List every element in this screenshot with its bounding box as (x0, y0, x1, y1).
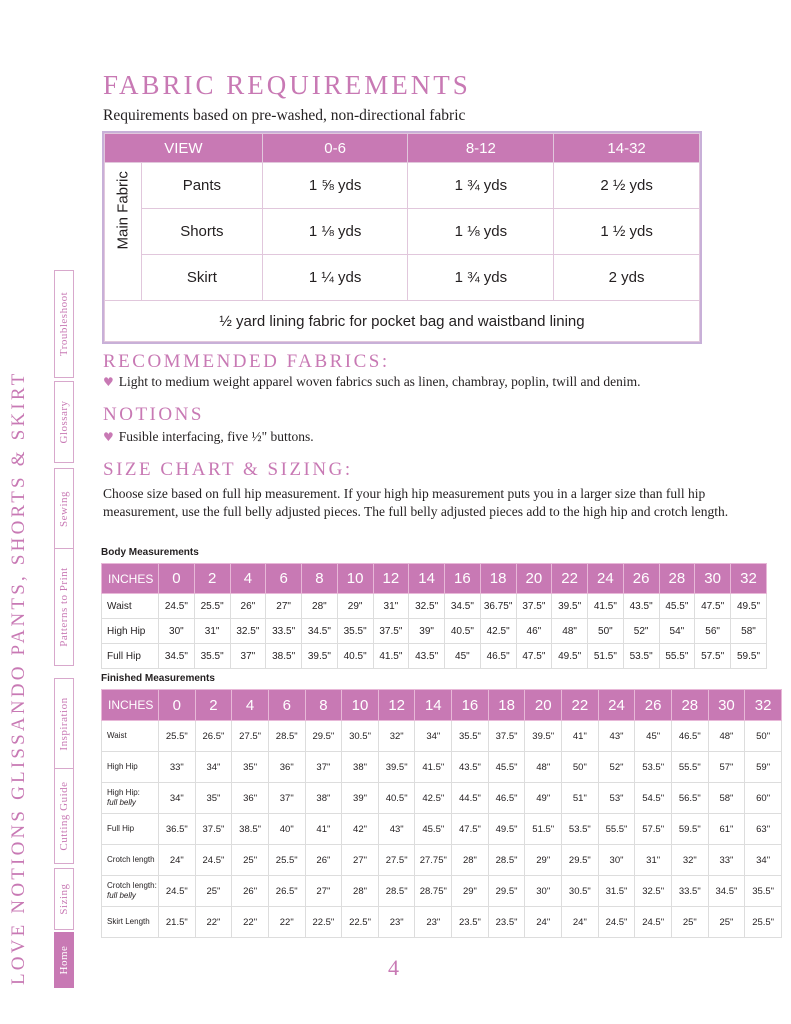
measurement-cell: 34.5" (159, 644, 195, 669)
size-header: 4 (230, 564, 266, 594)
sidebar-tab-label: Home (58, 945, 70, 975)
fabric-requirements-subtitle: Requirements based on pre-washed, non-directional fabric (103, 107, 466, 124)
measurement-cell: 41" (562, 721, 599, 752)
measurement-cell: 34" (159, 783, 196, 814)
row-label: High Hip (102, 619, 159, 644)
measurement-cell: 35.5" (452, 721, 489, 752)
measurement-cell: 38.5" (232, 814, 269, 845)
measurement-cell: 45.5" (488, 752, 525, 783)
measurement-cell: 33" (708, 845, 745, 876)
table-row (102, 845, 782, 876)
measurement-cell: 35.5" (337, 619, 373, 644)
measurement-cell: 24.5" (635, 907, 672, 938)
measurement-cell: 49.5" (552, 644, 588, 669)
sidebar-tab[interactable] (54, 270, 74, 378)
sidebar-tab-label: Sewing (58, 491, 70, 527)
measurement-cell: 37" (305, 752, 342, 783)
measurement-cell: 26.5" (195, 721, 232, 752)
measurement-cell: 40.5" (445, 619, 481, 644)
measurement-cell: 32.5" (230, 619, 266, 644)
measurement-cell: 28.75" (415, 876, 452, 907)
measurement-cell: 30" (159, 619, 195, 644)
table-row (102, 644, 767, 669)
yardage-cell: 1 ¼ yds (262, 255, 408, 301)
measurement-cell: 35" (195, 783, 232, 814)
measurement-cell: 51.5" (525, 814, 562, 845)
measurement-cell: 55.5" (671, 752, 708, 783)
measurement-cell: 49" (525, 783, 562, 814)
view-name: Shorts (142, 209, 263, 255)
measurement-cell: 58" (708, 783, 745, 814)
measurement-cell: 25" (708, 907, 745, 938)
size-header: 20 (516, 564, 552, 594)
measurement-cell: 34.5" (445, 594, 481, 619)
header-size-range: 14-32 (554, 134, 700, 163)
sidebar-tab[interactable] (54, 381, 74, 463)
size-header: 16 (445, 564, 481, 594)
measurement-cell: 59.5" (731, 644, 767, 669)
measurement-cell: 48" (552, 619, 588, 644)
measurement-cell: 45.5" (415, 814, 452, 845)
measurement-cell: 51.5" (588, 644, 624, 669)
measurement-cell: 63" (745, 814, 782, 845)
sidebar-tab-label: Inspiration (58, 697, 70, 751)
yardage-cell: 1 ⅝ yds (262, 163, 408, 209)
size-header: 12 (373, 564, 409, 594)
measurement-cell: 30.5" (342, 721, 379, 752)
row-label: Skirt Length (102, 907, 159, 938)
measurement-cell: 57" (708, 752, 745, 783)
measurement-cell: 37.5" (516, 594, 552, 619)
size-header: 24 (598, 690, 635, 721)
measurement-cell: 30" (598, 845, 635, 876)
measurement-cell: 39.5" (302, 644, 338, 669)
measurement-cell: 22.5" (305, 907, 342, 938)
measurement-cell: 49.5" (488, 814, 525, 845)
header-size-range: 8-12 (408, 134, 554, 163)
recommended-fabrics-text: Light to medium weight apparel woven fabrics such as linen, chambray, poplin, twill and denim. (118, 374, 641, 389)
size-header: 0 (159, 564, 195, 594)
size-header: 32 (731, 564, 767, 594)
measurement-cell: 29" (452, 876, 489, 907)
measurement-cell: 35" (232, 752, 269, 783)
finished-measurements-label: Finished Measurements (101, 673, 215, 684)
yardage-cell: 2 ½ yds (554, 163, 700, 209)
inches-header: INCHES (102, 564, 159, 594)
size-header: 8 (302, 564, 338, 594)
measurement-cell: 38.5" (266, 644, 302, 669)
measurement-cell: 56" (695, 619, 731, 644)
measurement-cell: 31" (194, 619, 230, 644)
measurement-cell: 33.5" (671, 876, 708, 907)
measurement-cell: 28.5" (378, 876, 415, 907)
measurement-cell: 50" (745, 721, 782, 752)
measurement-cell: 28.5" (268, 721, 305, 752)
sidebar-tab[interactable] (54, 678, 74, 770)
measurement-cell: 27" (266, 594, 302, 619)
sidebar-tab-label: Glossary (58, 400, 70, 444)
measurement-cell: 37" (268, 783, 305, 814)
size-header: 12 (378, 690, 415, 721)
measurement-cell: 42" (342, 814, 379, 845)
measurement-cell: 57.5" (635, 814, 672, 845)
size-header: 30 (708, 690, 745, 721)
measurement-cell: 24" (159, 845, 196, 876)
measurement-cell: 59.5" (671, 814, 708, 845)
yardage-cell: 2 yds (554, 255, 700, 301)
size-header: 8 (305, 690, 342, 721)
measurement-cell: 30" (525, 876, 562, 907)
heart-bullet-icon: ♥ (103, 430, 114, 444)
measurement-cell: 25.5" (194, 594, 230, 619)
size-header: 16 (452, 690, 489, 721)
measurement-cell: 24" (525, 907, 562, 938)
measurement-cell: 41.5" (415, 752, 452, 783)
measurement-cell: 55.5" (598, 814, 635, 845)
table-row (102, 594, 767, 619)
sidebar-tab-label: Sizing (58, 883, 70, 915)
measurement-cell: 37" (230, 644, 266, 669)
sidebar-tab[interactable] (54, 768, 74, 864)
measurement-cell: 45.5" (659, 594, 695, 619)
table-row (102, 752, 782, 783)
measurement-cell: 28" (452, 845, 489, 876)
measurement-cell: 27" (305, 876, 342, 907)
row-label: High Hip: full belly (102, 783, 159, 814)
measurement-cell: 39" (409, 619, 445, 644)
row-label: Waist (102, 594, 159, 619)
size-header: 26 (623, 564, 659, 594)
measurement-cell: 26.5" (268, 876, 305, 907)
measurement-cell: 22" (232, 907, 269, 938)
measurement-cell: 24.5" (159, 594, 195, 619)
body-measurements-table (101, 563, 767, 669)
measurement-cell: 31" (373, 594, 409, 619)
table-row (102, 907, 782, 938)
measurement-cell: 37.5" (373, 619, 409, 644)
measurement-cell: 39.5" (525, 721, 562, 752)
measurement-cell: 39.5" (552, 594, 588, 619)
size-header: 6 (268, 690, 305, 721)
measurement-cell: 50" (588, 619, 624, 644)
measurement-cell: 53.5" (623, 644, 659, 669)
size-header: 22 (562, 690, 599, 721)
measurement-cell: 31" (635, 845, 672, 876)
measurement-cell: 41.5" (373, 644, 409, 669)
notions-heading: NOTIONS (103, 404, 204, 425)
size-header: 6 (266, 564, 302, 594)
measurement-cell: 24.5" (598, 907, 635, 938)
measurement-cell: 46" (516, 619, 552, 644)
table-row (102, 783, 782, 814)
measurement-cell: 50" (562, 752, 599, 783)
recommended-fabrics-heading: RECOMMENDED FABRICS: (103, 351, 390, 372)
measurement-cell: 46.5" (671, 721, 708, 752)
notions-item (103, 429, 314, 445)
size-header: 18 (488, 690, 525, 721)
measurement-cell: 23" (415, 907, 452, 938)
inches-header: INCHES (102, 690, 159, 721)
measurement-cell: 46.5" (480, 644, 516, 669)
yardage-cell: 1 ¾ yds (408, 255, 554, 301)
measurement-cell: 53.5" (635, 752, 672, 783)
size-header: 0 (159, 690, 196, 721)
measurement-cell: 56.5" (671, 783, 708, 814)
measurement-cell: 42.5" (415, 783, 452, 814)
measurement-cell: 33" (159, 752, 196, 783)
measurement-cell: 21.5" (159, 907, 196, 938)
measurement-cell: 43.5" (409, 644, 445, 669)
measurement-cell: 31.5" (598, 876, 635, 907)
measurement-cell: 26" (232, 876, 269, 907)
measurement-cell: 30.5" (562, 876, 599, 907)
measurement-cell: 43" (378, 814, 415, 845)
yardage-cell: 1 ⅛ yds (262, 209, 408, 255)
yardage-cell: 1 ½ yds (554, 209, 700, 255)
fabric-requirements-heading: FABRIC REQUIREMENTS (103, 70, 471, 100)
table-row (102, 721, 782, 752)
row-label: Waist (102, 721, 159, 752)
measurement-cell: 32.5" (409, 594, 445, 619)
finished-measurements-table (101, 689, 782, 938)
row-label: Crotch length (102, 845, 159, 876)
measurement-cell: 24.5" (159, 876, 196, 907)
size-header: 20 (525, 690, 562, 721)
size-header: 22 (552, 564, 588, 594)
sidebar-tab-label: Patterns to Print (58, 567, 70, 647)
size-header: 10 (342, 690, 379, 721)
measurement-cell: 29.5" (562, 845, 599, 876)
measurement-cell: 34.5" (708, 876, 745, 907)
size-header: 18 (480, 564, 516, 594)
measurement-cell: 54" (659, 619, 695, 644)
measurement-cell: 47.5" (516, 644, 552, 669)
measurement-cell: 24.5" (195, 845, 232, 876)
measurement-cell: 22" (195, 907, 232, 938)
measurement-cell: 27.75" (415, 845, 452, 876)
measurement-cell: 45" (635, 721, 672, 752)
measurement-cell: 26" (230, 594, 266, 619)
measurement-cell: 39.5" (378, 752, 415, 783)
measurement-cell: 35.5" (745, 876, 782, 907)
measurement-cell: 24" (562, 907, 599, 938)
measurement-cell: 36.5" (159, 814, 196, 845)
measurement-cell: 36" (232, 783, 269, 814)
document-vertical-title: LOVE NOTIONS GLISSANDO PANTS, SHORTS & SKIRT (8, 370, 29, 985)
measurement-cell: 25" (195, 876, 232, 907)
measurement-cell: 25.5" (268, 845, 305, 876)
size-header: 14 (409, 564, 445, 594)
yardage-cell: 1 ⅛ yds (408, 209, 554, 255)
measurement-cell: 52" (598, 752, 635, 783)
measurement-cell: 48" (708, 721, 745, 752)
measurement-cell: 42.5" (480, 619, 516, 644)
header-size-range: 0-6 (262, 134, 408, 163)
heart-bullet-icon: ♥ (103, 375, 114, 389)
measurement-cell: 32" (671, 845, 708, 876)
fabric-requirements-table (102, 131, 702, 344)
sidebar-tab[interactable] (54, 468, 74, 550)
body-measurements-label: Body Measurements (101, 547, 199, 558)
measurement-cell: 47.5" (452, 814, 489, 845)
measurement-cell: 41.5" (588, 594, 624, 619)
measurement-cell: 29" (525, 845, 562, 876)
measurement-cell: 23" (378, 907, 415, 938)
measurement-cell: 47.5" (695, 594, 731, 619)
measurement-cell: 27" (342, 845, 379, 876)
measurement-cell: 32.5" (635, 876, 672, 907)
measurement-cell: 39" (342, 783, 379, 814)
measurement-cell: 38" (342, 752, 379, 783)
measurement-cell: 55.5" (659, 644, 695, 669)
measurement-cell: 34.5" (302, 619, 338, 644)
measurement-cell: 25" (232, 845, 269, 876)
measurement-cell: 36" (268, 752, 305, 783)
measurement-cell: 57.5" (695, 644, 731, 669)
main-fabric-label: Main Fabric (105, 163, 142, 301)
measurement-cell: 37.5" (195, 814, 232, 845)
measurement-cell: 44.5" (452, 783, 489, 814)
size-header: 2 (194, 564, 230, 594)
measurement-cell: 28" (302, 594, 338, 619)
view-name: Pants (142, 163, 263, 209)
measurement-cell: 58" (731, 619, 767, 644)
measurement-cell: 29.5" (488, 876, 525, 907)
measurement-cell: 61" (708, 814, 745, 845)
size-header: 32 (745, 690, 782, 721)
measurement-cell: 43" (598, 721, 635, 752)
measurement-cell: 41" (305, 814, 342, 845)
measurement-cell: 38" (305, 783, 342, 814)
size-header: 10 (337, 564, 373, 594)
measurement-cell: 45" (445, 644, 481, 669)
size-header: 14 (415, 690, 452, 721)
measurement-cell: 25.5" (745, 907, 782, 938)
sidebar-tab[interactable] (54, 548, 74, 666)
view-name: Skirt (142, 255, 263, 301)
measurement-cell: 25.5" (159, 721, 196, 752)
measurement-cell: 35.5" (194, 644, 230, 669)
measurement-cell: 51" (562, 783, 599, 814)
recommended-fabrics-item (103, 374, 641, 390)
size-header: 28 (659, 564, 695, 594)
measurement-cell: 23.5" (488, 907, 525, 938)
table-row (102, 814, 782, 845)
size-header: 2 (195, 690, 232, 721)
measurement-cell: 40.5" (337, 644, 373, 669)
sidebar-tab-label: Cutting Guide (58, 781, 70, 851)
page-number: 4 (388, 955, 399, 980)
measurement-cell: 32" (378, 721, 415, 752)
sidebar-tab[interactable] (54, 868, 74, 930)
measurement-cell: 43.5" (452, 752, 489, 783)
lining-note: ½ yard lining fabric for pocket bag and waistband lining (105, 301, 700, 342)
measurement-cell: 22.5" (342, 907, 379, 938)
yardage-cell: 1 ¾ yds (408, 163, 554, 209)
measurement-cell: 34" (745, 845, 782, 876)
measurement-cell: 40.5" (378, 783, 415, 814)
table-row (102, 619, 767, 644)
table-row (102, 876, 782, 907)
measurement-cell: 53.5" (562, 814, 599, 845)
measurement-cell: 23.5" (452, 907, 489, 938)
measurement-cell: 25" (671, 907, 708, 938)
measurement-cell: 28" (342, 876, 379, 907)
sidebar-tab[interactable] (54, 932, 74, 988)
measurement-cell: 22" (268, 907, 305, 938)
measurement-cell: 34" (195, 752, 232, 783)
measurement-cell: 60" (745, 783, 782, 814)
measurement-cell: 53" (598, 783, 635, 814)
measurement-cell: 27.5" (378, 845, 415, 876)
measurement-cell: 37.5" (488, 721, 525, 752)
size-header: 26 (635, 690, 672, 721)
notions-text: Fusible interfacing, five ½" buttons. (118, 429, 314, 444)
measurement-cell: 27.5" (232, 721, 269, 752)
measurement-cell: 48" (525, 752, 562, 783)
measurement-cell: 33.5" (266, 619, 302, 644)
measurement-cell: 54.5" (635, 783, 672, 814)
size-chart-heading: SIZE CHART & SIZING: (103, 459, 353, 480)
row-label: High Hip (102, 752, 159, 783)
measurement-cell: 34" (415, 721, 452, 752)
measurement-cell: 59" (745, 752, 782, 783)
row-label: Full Hip (102, 814, 159, 845)
size-header: 4 (232, 690, 269, 721)
sidebar-tab-label: Troubleshoot (58, 291, 70, 357)
measurement-cell: 29.5" (305, 721, 342, 752)
measurement-cell: 26" (305, 845, 342, 876)
measurement-cell: 46.5" (488, 783, 525, 814)
measurement-cell: 49.5" (731, 594, 767, 619)
sizing-instructions: Choose size based on full hip measurement. If your high hip measurement puts you in a larger size than full hip measurement, use the full belly adjusted pieces. The full belly adjusted pieces add to the high hip and crotch length. (103, 486, 729, 519)
measurement-cell: 52" (623, 619, 659, 644)
row-label: Crotch length: full belly (102, 876, 159, 907)
measurement-cell: 28.5" (488, 845, 525, 876)
size-header: 28 (671, 690, 708, 721)
measurement-cell: 29" (337, 594, 373, 619)
size-header: 24 (588, 564, 624, 594)
measurement-cell: 40" (268, 814, 305, 845)
row-label: Full Hip (102, 644, 159, 669)
measurement-cell: 43.5" (623, 594, 659, 619)
header-view: VIEW (105, 134, 263, 163)
measurement-cell: 36.75" (480, 594, 516, 619)
size-header: 30 (695, 564, 731, 594)
